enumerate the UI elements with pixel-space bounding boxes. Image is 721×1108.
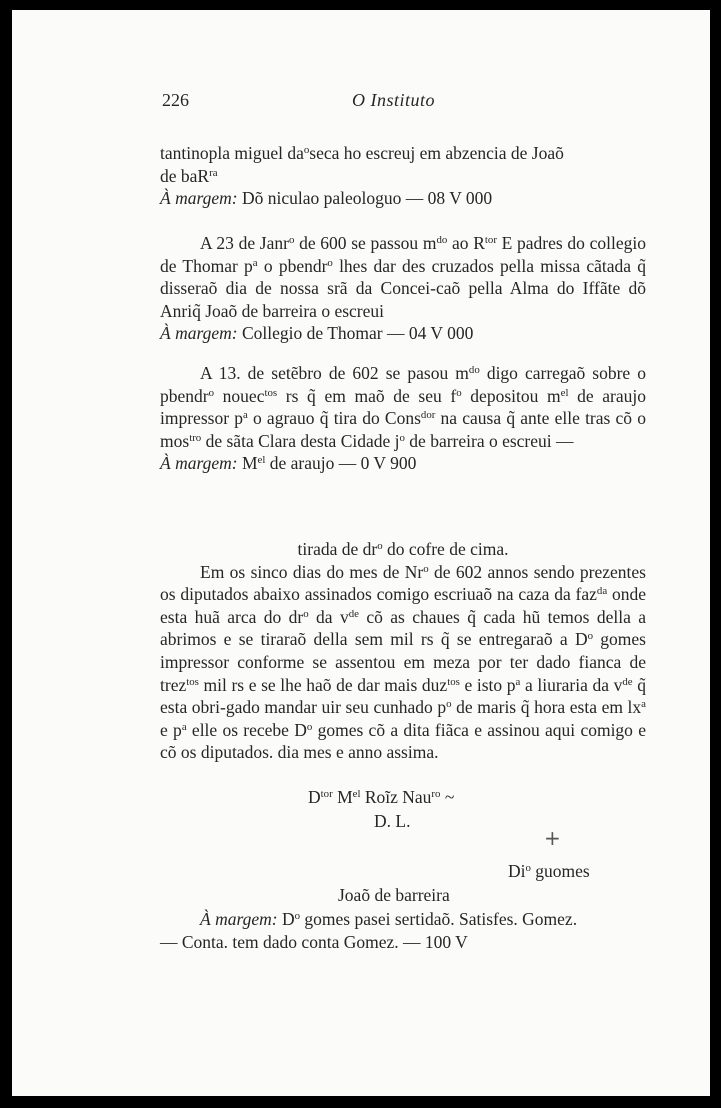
signature-dtor: $D^{tor}$ $M^{el}$ Roĩz Nau$^{ro}$ ~ (308, 787, 455, 807)
paragraph: Em os sinco dias do mes de Nr$^o$ de 602 annos sendo prezentes os diputados abaixo assinados comigo escriuaõ na caza da faz$^{da}$ onde esta huã arca do $dr^o$ da $v^{de}$ cõ as chaues q̃ cada hũ temos della a abrimos e se tiraraõ della sem mil rs q̃ se entregaraõ a $D^o$ gomes impressor conforme se assentou em meza por ter dado fianca de trez$^{tos}$ mil rs e se lhe haõ de dar mais duz$^{tos}$ e isto $p^a$ a liuraria da $v^{de}$ q̃ esta obri-gado mandar uir seu cunhado $p^o$ de maris q̃ hora esta em $lx^a$ e $p^a$ elle os recebe $D^o$ gomes cõ a dita fiãca e assinou aqui comigo e cõ os diputados. dia mes e anno assima. (160, 561, 646, 763)
entry-collegio (160, 232, 646, 345)
paragraph: A 23 de Janr$^o$ de 600 se passou $m^{do}$ ao $R^{tor}$ E padres do collegio de Thomar $p^a$ o pbendr$^o$ lhes dar des cruzados pella missa cãtada q̃ disseraõ dia de nossa srã da Concei-caõ pella Alma do Iffãte dõ Anriq̃ Joaõ de barreira o escreui (160, 233, 646, 321)
margin-note: À margem: $M^{el}$ de araujo — 0 V 900 (160, 453, 417, 474)
final-margin-note (160, 908, 646, 953)
signature-joao-de-barreira: Joaõ de barreira (338, 885, 450, 905)
margin-note: À margem: $D^o$ gomes pasei sertidaõ. Satisfes. Gomez. (200, 909, 578, 929)
margin-label: À margem: (160, 188, 238, 209)
cross-mark: + (544, 826, 561, 850)
margin-label: À margem: (160, 453, 238, 474)
margin-note: À margem: Dõ niculao paleologuo — 08 V 000 (160, 188, 493, 209)
margin-note-continuation: — Conta. tem dado conta Gomez. — 100 V (160, 931, 468, 952)
page-header (162, 90, 662, 118)
paragraph: A 13. de setẽbro de 602 se pasou $m^{do}$ digo carregaõ sobre o pbendr$^o$ nouec$^{tos}$ rs q̃ em maõ de seu $f^o$ depositou $m^{el}$ de araujo impressor $p^a$ o agrauo q̃ tira do Cons$^{dor}$ na causa q̃ ante elle tras cõ o mos$^{tro}$ de sãta Clara desta Cidade $j^o$ de barreira o escreui — (160, 363, 646, 451)
page-number: 226 (162, 90, 189, 110)
entry-continuation (160, 142, 646, 210)
signature-dl: D. L. (374, 811, 411, 831)
document-page (12, 10, 710, 1096)
entry-araujo (160, 362, 646, 475)
signature-dio-guomes: Di$^o$ guomes (508, 861, 590, 881)
entry-cofre (160, 538, 646, 764)
paragraph: tantinopla miguel $da^o\sec a$ ho escreuj em abzencia de Joaõ de baR$^{ra}$ (160, 143, 564, 186)
running-title: O Instituto (352, 90, 436, 110)
section-heading: tirada de $dr^o$ do cofre de cima. (297, 539, 509, 559)
margin-note: À margem: Collegio de Thomar — 04 V 000 (160, 323, 474, 344)
margin-label: À margem: (160, 323, 238, 344)
margin-label: À margem: (200, 909, 278, 929)
